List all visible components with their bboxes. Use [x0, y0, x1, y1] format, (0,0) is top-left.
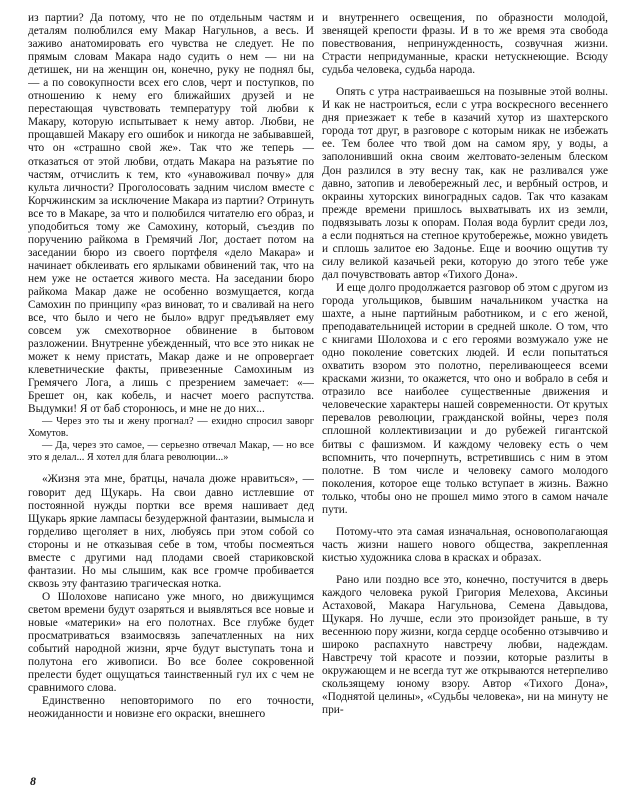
dialogue-line-1: — Через это ты и жену прогнал? — ехидно спросил заворг Хомутов. [28, 416, 314, 440]
dialogue-line-2: — Да, через это самое, — серьезно отвечал Макар, — но все это я делал... Я хотел для блага революции...» [28, 440, 314, 464]
paragraph-knock-door: Рано или поздно все это, конечно, постучится в дверь каждого человека рукой Григория Мелехова, Аксиньи Астаховой, Макара Нагульнова, Семена Давыдова, Щукаря. Но лучше, если это произойдет раньше, в ту весеннюю пору жизни, когда сердце особенно отзывчиво и широко распахнуто навстречу любви, надеждам. Навстречу той красоте и поэзии, которые разлиты в окружающем и не всегда тут же открываются нетерпеливо скользящему юному взору. Автор «Тихого Дона», «Поднятой целины», «Судьбы человека», ни на минуту не при- [322, 573, 608, 717]
paragraph-sholokhov: О Шолохове написано уже много, но движущимся светом времени будут озаряться и выявляться все новые и новые «материки» на его полотнах. Все глубже будет просматриваться взаимосвязь запечатленных на них событий народной жизни, ярче будут выступать тона и полутона его живописи. Во все более сокровенной прелести будет ощущаться таинственный гул их с чем не сравнимого слова. [28, 590, 314, 695]
page-number: 8 [30, 774, 36, 788]
paragraph-makar: из партии? Да потому, что не по отдельным частям и деталям полюблился ему Макар Нагульнов, а весь. И заживо анатомировать его чувства не следует. Не по прямым словам Макара надо судить о нем — ни на детишек, ни на женщин он, конечно, руку не поднял бы, — а по совокупности всех его слов, черт и поступков, по отношению к нему его ближайших друзей и не перестающая чувствовать температуру той любви к Макару, которую испытывает к нему автор. Любви, не прощавшей Макару его ошибок и никогда не забывавшей, что он «страшно свой же». Так что же теперь — отказаться от этой любви, отдать Макара на разъятие по частям, отчислить к тем, кто «унавоживал почву» для культа личности? Проголосовать задним числом вместе с Корчжинским за исключение Макара из партии? Отринуть все то в Макаре, за что и полюбился читателю его образ, и уподобиться тому же Самохину, который, съездив по поручению райкома в Гремячий Лог, достает потом на заседании бюро из своего портфеля «дело Макара» и начинает обклеивать его ярлыками обвинений так, что на нем уже не остается живого места. На заседании бюро райкома Макар даже не особенно возмущается, когда Самохин по принципу «раз виноват, то и сваливай на него все, что было и чего не было» вдруг предъявляет ему совсем уж смехотворное обвинение в бытовом разложении. Внутренне убежденный, что все это никак не может к нему пристать, Макар даже и не опровергает клеветнические факты, привезенные Самохиным из Гремячего Лога, а лишь с презрением замечает: «— Брешет он, как кобель, и насчет моего распутства. Выдумки! Я от баб сторонюсь, и мне не до них... [28, 12, 314, 416]
paragraph-unique-word: Единственно неповторимого по его точности, неожиданности и новизне его окраски, внешнего [28, 695, 314, 721]
left-column [28, 12, 314, 772]
paragraph-don-flood: Опять с утра настраиваешься на позывные этой волны. И как не настроиться, если с утра воскресного весеннего дня приезжает к тебе в казачий хутор из шахтерского города тот друг, в разговоре с которым никак не избежать ее. Тем более что твой дом на самом яру, у воды, а заполонивший окна своим желтовато-зеленым блеском Дон разлился в эту весну так, как не разливался уже давно, затопив и левобережный лес, и вербный остров, и окраины хуторских виноградных садов. Так что казакам прежде времени пришлось выхватывать их из земли, подвязывать лозы к опорам. Полая вода бурлит среди лоз, а если подняться на степное крутобережье, можно увидеть и сплошь залитое ею Задонье. Еще и воочию ощутив ту силу великой казачьей реки, которую до этого тебе уже дал почувствовать автор «Тихого Дона». [322, 86, 608, 281]
paragraph-conversation: И еще долго продолжается разговор об этом с другом из города угольщиков, бывшим начальником участка на шахте, а ныне партийным работником, и с его женой, преподавательницей истории в средней школе. О том, что с книгами Шолохова и с его героями возмужало уже не одно поколение советских людей. И если попытаться охватить взором это полотно, переливающееся всеми красками жизни, то окажется, что оно и вобрало в себя и отразило все наиболее существенные движения и человеческие характеры нашей современности. От крутых перевалов революции, гражданской войны, через поля сплошной коллективизации и до рубежей гигантской битвы с фашизмом. И каждому человеку есть о чем вспомнить, что почерпнуть, встретившись с ним в этом полотне. В том числе и человеку самого молодого поколения, которое еще только вступает в жизнь. Важно только, чтобы оно не прошел мимо этого в самом начале пути. [322, 281, 608, 516]
right-column [322, 12, 608, 772]
paragraph-continuation: и внутреннего освещения, по образности молодой, звенящей крепости фразы. И в то же время эта свобода повествования, непринужденность, созвучная жизни. Страсти непридуманные, краски нетускнеющие. Всюду судьба человека, судьба народа. [322, 12, 608, 77]
paragraph-shchukar: «Жизня эта мне, братцы, начала дюже нравиться», — говорит дед Щукарь. На свои давно истлевшие от постоянной нужды портки все время нашивает дед Щукарь яркие лампасы безудержной фантазии, вымысла и горделиво щеголяет в них, любуясь при этом собой со стороны и не отказывая себе в том, чтобы посмеяться вместе с другими над плодами своей стариковской фантазии. Но мы слышим, как все громче пробивается сквозь эту фантазию трагическая нотка. [28, 473, 314, 590]
paragraph-foundation: Потому-что эта самая изначальная, основополагающая часть жизни нашего нового общества, закрепленная кистью художника слова в красках и образах. [322, 525, 608, 564]
